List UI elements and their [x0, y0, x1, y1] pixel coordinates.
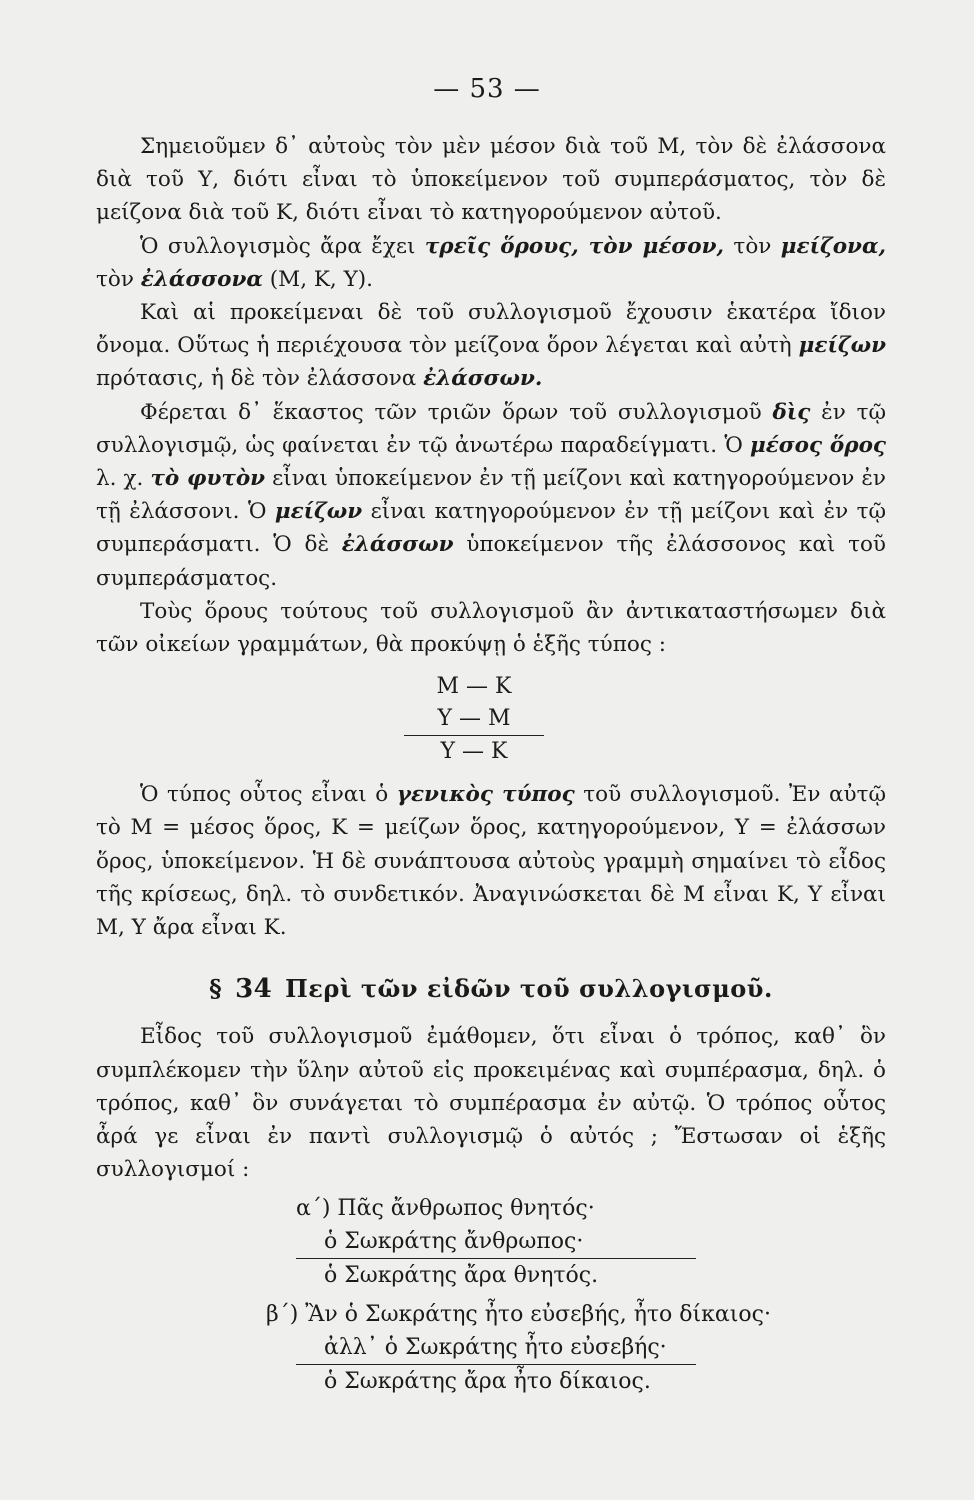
emphasis: μείζων [274, 499, 363, 525]
emphasis: δὶς [772, 399, 811, 425]
syllogism-a-minor: ὁ Σωκράτης ἄνθρωπος· [296, 1225, 696, 1259]
syllogism-a-conclusion: ὁ Σωκράτης ἄρα θνητός. [324, 1263, 599, 1289]
syllogism-a-major: α΄) Πᾶς ἄνθρωπος θνητός· [296, 1196, 595, 1222]
paragraph-7: Εἶδος τοῦ συλλογισμοῦ ἐμάθομεν, ὅτι εἶναι ὁ τρόπος, καθ᾽ ὃν συμπλέκομεν τὴν ὕλην αὐτοῦ εἰς προκειμένας καὶ συμπέρασμα, δηλ. ὁ τρόπος, καθ᾽ ὃν συνάγεται τὸ συμπέρασμα ἐν αὐτῷ. Ὁ τρόπος οὗτος ἆρά γε εἶναι ἐν παντὶ συλλογισμῷ ὁ αὐτός ; Ἔστωσαν οἱ ἑξῆς συλλογισμοί : [96, 1024, 886, 1183]
syllogism-b-major: β΄) Ἂν ὁ Σωκράτης ἦτο εὐσεβής, ἦτο δίκαιος· [266, 1302, 771, 1328]
emphasis: τρεῖς ὅρους, τὸν μέσον, [424, 233, 724, 259]
paragraph-4: Φέρεται δ᾽ ἕκαστος τῶν τριῶν ὅρων τοῦ συλλογισμοῦ δὶς ἐν τῷ συλλογισμῷ, ὡς φαίνεται ἐν τῷ ἀνωτέρω παραδείγματι. Ὁ μέσος ὅρος λ. χ. τὸ φυτὸν εἶναι ὑποκείμενον ἐν τῇ μείζονι καὶ κατηγορούμενον ἐν τῇ ἐλάσσονι. Ὁ μείζων εἶναι κατηγορούμενον ἐν τῇ μείζονι καὶ ἐν τῷ συμπεράσματι. Ὁ δὲ ἐλάσσων ὑποκείμενον τῆς ἐλάσσονος καὶ τοῦ συμπεράσματος. [96, 399, 886, 591]
paragraph-2: Ὁ συλλογισμὸς ἄρα ἔχει τρεῖς ὅρους, τὸν μέσον, τὸν μείζονα, τὸν ἐλάσσονα (Μ, Κ, Υ). [96, 233, 886, 292]
emphasis: τὸ φυτὸν [150, 466, 266, 492]
formula-major: Μ — Κ [436, 674, 512, 700]
section-title: Περὶ τῶν εἰδῶν τοῦ συλλογισμοῦ. [285, 974, 773, 1004]
emphasis: γενικὸς τύπος [396, 782, 575, 808]
syllogism-a [296, 1192, 696, 1292]
syllogism-formula [404, 671, 544, 768]
paragraph-1: Σημειοῦμεν δ᾽ αὐτοὺς τὸν μὲν μέσον διὰ τοῦ Μ, τὸν δὲ ἐλάσσονα διὰ τοῦ Υ, διότι εἶναι τὸ ὑποκείμενον τοῦ συμπεράσματος, τὸν δὲ μείζονα διὰ τοῦ Κ, διότι εἶναι τὸ κατηγορούμενον αὐτοῦ. [96, 134, 886, 226]
formula-conclusion: Υ — Κ [440, 739, 508, 765]
emphasis: ἐλάσσονα [140, 266, 263, 292]
syllogism-b-conclusion: ὁ Σωκράτης ἄρα ἦτο δίκαιος. [324, 1369, 651, 1395]
emphasis: ἐλάσσων. [423, 366, 543, 392]
emphasis: μείζων [798, 333, 886, 359]
emphasis: ἐλάσσων [341, 532, 454, 558]
emphasis: μείζονα, [780, 233, 886, 259]
section-symbol: § [209, 974, 223, 1004]
page-number: — 53 — [433, 74, 541, 104]
section-number: 34 [235, 974, 273, 1005]
paragraph-6: Ὁ τύπος οὗτος εἶναι ὁ γενικὸς τύπος τοῦ συλλογισμοῦ. Ἐν αὐτῷ τὸ Μ = μέσος ὅρος, Κ = μείζων ὅρος, κατηγορούμενον, Υ = ἐλάσσων ὅρος, ὑποκείμενον. Ἡ δὲ συνάπτουσα αὐτοὺς γραμμὴ σημαίνει τὸ εἶδος τῆς κρίσεως, δηλ. τὸ συνδετικόν. Ἀναγινώσκεται δὲ Μ εἶναι Κ, Υ εἶναι Μ, Υ ἄρα εἶναι Κ. [96, 782, 887, 941]
syllogism-b [266, 1298, 771, 1398]
section-heading [96, 972, 886, 1006]
emphasis: μέσος ὅρος [750, 432, 886, 458]
formula-minor: Υ — Μ [404, 703, 544, 736]
body-text [96, 130, 886, 1398]
syllogism-b-minor: ἀλλ᾽ ὁ Σωκράτης ἦτο εὐσεβής· [296, 1331, 696, 1365]
paragraph-3: Καὶ αἱ προκείμεναι δὲ τοῦ συλλογισμοῦ ἔχουσιν ἑκατέρα ἴδιον ὄνομα. Οὕτως ἡ περιέχουσα τὸν μείζονα ὅρον λέγεται καὶ αὐτὴ μείζων πρότασις, ἡ δὲ τὸν ἐλάσσονα ἐλάσσων. [96, 300, 886, 392]
paragraph-5: Τοὺς ὅρους τούτους τοῦ συλλογισμοῦ ἂν ἀντικαταστήσωμεν διὰ τῶν οἰκείων γραμμάτων, θὰ προκύψῃ ὁ ἑξῆς τύπος : [96, 598, 886, 658]
